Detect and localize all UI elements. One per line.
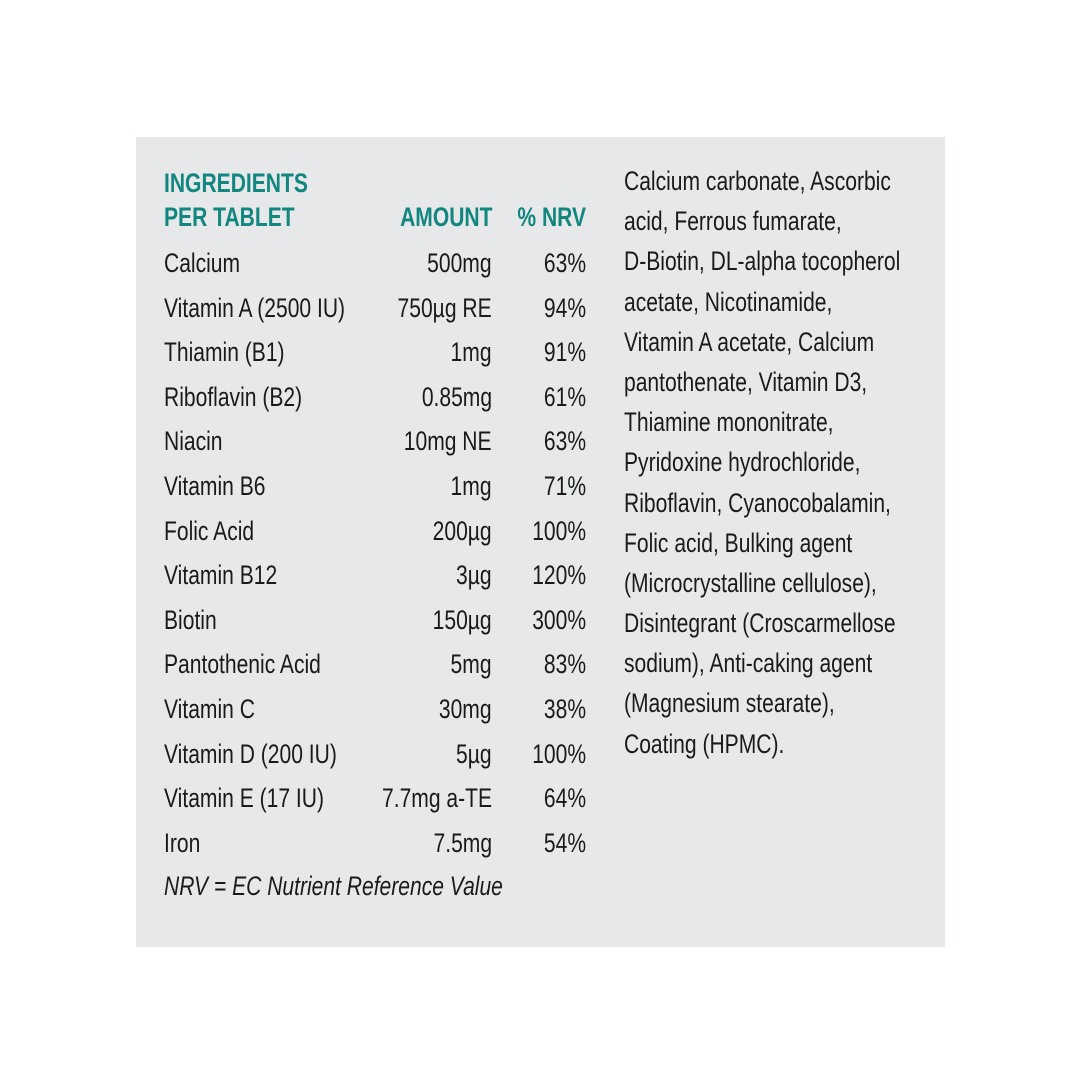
nutrient-nrv: 300%	[532, 604, 586, 635]
ingredients-line: Coating (HPMC).	[624, 728, 785, 759]
nutrient-amount: 150µg	[433, 604, 492, 635]
ingredients-line: (Microcrystalline cellulose),	[624, 567, 877, 598]
nutrient-amount: 3µg	[456, 560, 492, 591]
ingredients-line: D-Biotin, DL-alpha tocopherol	[624, 246, 901, 277]
header-title-line2: PER TABLET	[164, 202, 295, 232]
nutrient-nrv: 38%	[543, 693, 586, 724]
nutrient-nrv: 100%	[532, 515, 586, 546]
nutrient-amount: 500mg	[427, 248, 492, 278]
ingredients-line: Riboflavin, Cyanocobalamin,	[624, 487, 891, 518]
nutrient-nrv: 54%	[543, 827, 586, 858]
table-row	[164, 464, 594, 509]
ingredients-line: pantothenate, Vitamin D3,	[624, 366, 868, 397]
table-row	[164, 776, 594, 821]
table-row	[164, 330, 594, 375]
table-row	[164, 687, 594, 732]
nutrient-nrv: 63%	[543, 426, 586, 457]
ingredients-line: Calcium carbonate, Ascorbic	[624, 166, 891, 196]
nutrient-name: Folic Acid	[164, 515, 255, 546]
nutrient-name: Calcium	[164, 248, 241, 278]
nutrient-amount: 200µg	[433, 515, 492, 546]
nutrient-nrv: 91%	[543, 337, 586, 368]
nutrient-amount: 0.85mg	[421, 381, 492, 412]
nutrient-table	[164, 241, 594, 865]
ingredients-list	[624, 161, 924, 764]
nutrient-name: Thiamin (B1)	[164, 337, 285, 368]
header-amount: AMOUNT	[399, 202, 492, 232]
nutrient-amount: 5mg	[451, 649, 492, 680]
nutrient-name: Vitamin C	[164, 693, 255, 724]
nutrient-amount: 7.7mg a-TE	[381, 783, 492, 814]
nutrient-name: Riboflavin (B2)	[164, 381, 303, 412]
nutrient-name: Vitamin B12	[164, 560, 278, 591]
nutrient-amount: 30mg	[439, 693, 492, 724]
nutrient-nrv: 100%	[532, 738, 586, 769]
ingredients-line: acetate, Nicotinamide,	[624, 286, 833, 317]
nutrient-amount: 1mg	[451, 470, 492, 501]
nutrient-amount: 10mg NE	[404, 426, 492, 457]
table-row	[164, 509, 594, 554]
nutrient-amount: 5µg	[456, 738, 492, 769]
ingredients-line: acid, Ferrous fumarate,	[624, 206, 842, 237]
table-row	[164, 821, 594, 866]
nutrient-name: Pantothenic Acid	[164, 649, 321, 680]
table-row	[164, 241, 594, 286]
ingredients-line: Vitamin A acetate, Calcium	[624, 326, 875, 357]
nutrient-nrv: 64%	[543, 783, 586, 814]
ingredients-line: sodium), Anti-caking agent	[624, 648, 873, 679]
table-row	[164, 598, 594, 643]
nutrient-nrv: 71%	[543, 470, 586, 501]
nutrient-name: Biotin	[164, 604, 217, 635]
nutrient-amount: 1mg	[451, 337, 492, 368]
nutrient-nrv: 61%	[543, 381, 586, 412]
ingredients-line: (Magnesium stearate),	[624, 688, 835, 719]
nutrient-name: Vitamin D (200 IU)	[164, 738, 337, 769]
nutrient-amount: 7.5mg	[433, 827, 492, 858]
table-row	[164, 732, 594, 777]
table-row	[164, 419, 594, 464]
table-row	[164, 642, 594, 687]
ingredients-line: Pyridoxine hydrochloride,	[624, 447, 861, 478]
nutrient-name: Vitamin E (17 IU)	[164, 783, 324, 814]
ingredients-line: Disintegrant (Croscarmellose	[624, 608, 896, 639]
nutrient-name: Vitamin A (2500 IU)	[164, 292, 346, 323]
footnote: NRV = EC Nutrient Reference Value	[164, 871, 503, 901]
nutrient-name: Iron	[164, 827, 201, 858]
nutrient-nrv: 63%	[543, 248, 586, 278]
table-row	[164, 553, 594, 598]
nutrient-name: Vitamin B6	[164, 470, 266, 501]
header-title-line1: INGREDIENTS	[164, 168, 308, 198]
nutrient-name: Niacin	[164, 426, 223, 457]
table-row	[164, 286, 594, 331]
ingredients-line: Folic acid, Bulking agent	[624, 527, 853, 558]
nutrient-amount: 750µg RE	[397, 292, 492, 323]
header-nrv: % NRV	[517, 202, 586, 232]
ingredients-line: Thiamine mononitrate,	[624, 407, 834, 438]
nutrient-nrv: 94%	[543, 292, 586, 323]
nutrient-nrv: 83%	[543, 649, 586, 680]
table-row	[164, 375, 594, 420]
nutrient-nrv: 120%	[532, 560, 586, 591]
